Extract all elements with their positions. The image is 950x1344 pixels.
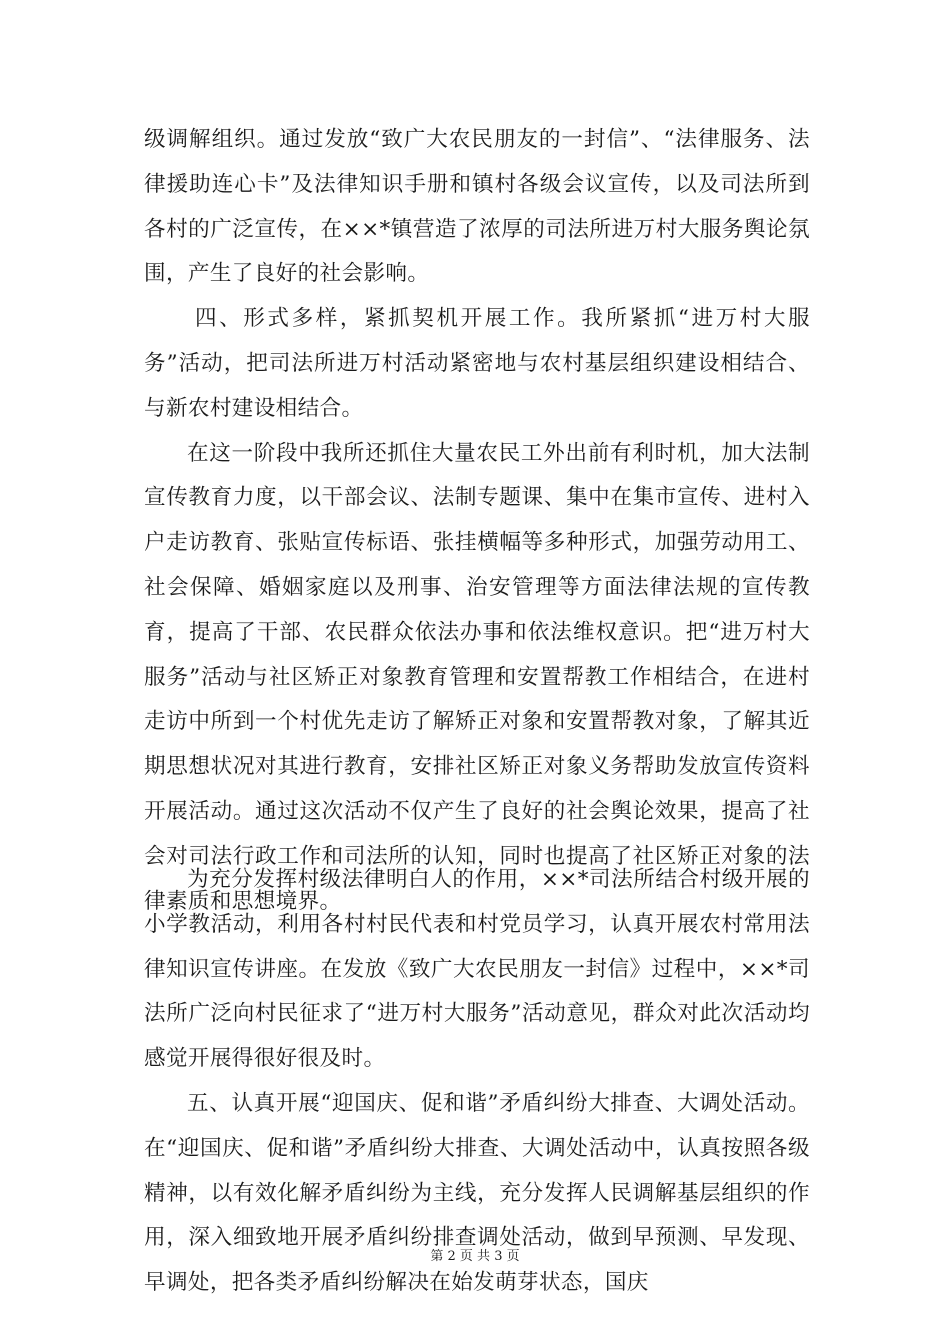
body-text-upper: [144, 118, 810, 924]
paragraph-section-five: 五、认真开展“迎国庆、促和谐”矛盾纠纷大排查、大调处活动。在“迎国庆、促和谐”矛盾纠纷大排查、大调处活动中，认真按照各级精神，以有效化解矛盾纠纷为主线，充分发挥人民调解基层组织的作用，深入细致地开展矛盾纠纷排查调处活动，做到早预测、早发现、早调处，把各类矛盾纠纷解决在始发萌芽状态，国庆: [144, 1090, 810, 1296]
page-number-footer: 第 2 页 共 3 页: [430, 1249, 520, 1264]
paragraph-continuation: 级调解组织。通过发放“致广大农民朋友的一封信”、“法律服务、法律援助连心卡”及法律知识手册和镇村各级会议宣传，以及司法所到各村的广泛宣传，在××*镇营造了浓厚的司法所进万村大服务舆论氛围，产生了良好的社会影响。: [144, 127, 810, 287]
body-text-lower: [144, 858, 810, 1306]
paragraph-legal-lectures: 为充分发挥村级法律明白人的作用，××*司法所结合村级开展的小学教活动，利用各村村民代表和村党员学习，认真开展农村常用法律知识宣传讲座。在发放《致广大农民朋友一封信》过程中，××*司法所广泛向村民征求了“进万村大服务”活动意见，群众对此次活动均感觉开展得很好很及时。: [144, 867, 810, 1072]
paragraph-publicity-activities: 在这一阶段中我所还抓住大量农民工外出前有利时机，加大法制宣传教育力度，以干部会议、法制专题课、集中在集市宣传、进村入户走访教育、张贴宣传标语、张挂横幅等多种形式，加强劳动用工、社会保障、婚姻家庭以及刑事、治安管理等方面法律法规的宣传教育，提高了干部、农民群众依法办事和依法维权意识。把“进万村大服务”活动与社区矫正对象教育管理和安置帮教工作相结合，在进村走访中所到一个村优先走访了解矫正对象和安置帮教对象，了解其近期思想状况对其进行教育，安排社区矫正对象义务帮助发放宣传资料开展活动。通过这次活动不仅产生了良好的社会舆论效果，提高了社会对司法行政工作和司法所的认知，同时也提高了社区矫正对象的法律素质和思想境界。: [144, 440, 810, 914]
paragraph-section-four: 四、形式多样，紧抓契机开展工作。我所紧抓“进万村大服务”活动，把司法所进万村活动紧密地与农村基层组织建设相结合、与新农村建设相结合。: [144, 306, 810, 421]
